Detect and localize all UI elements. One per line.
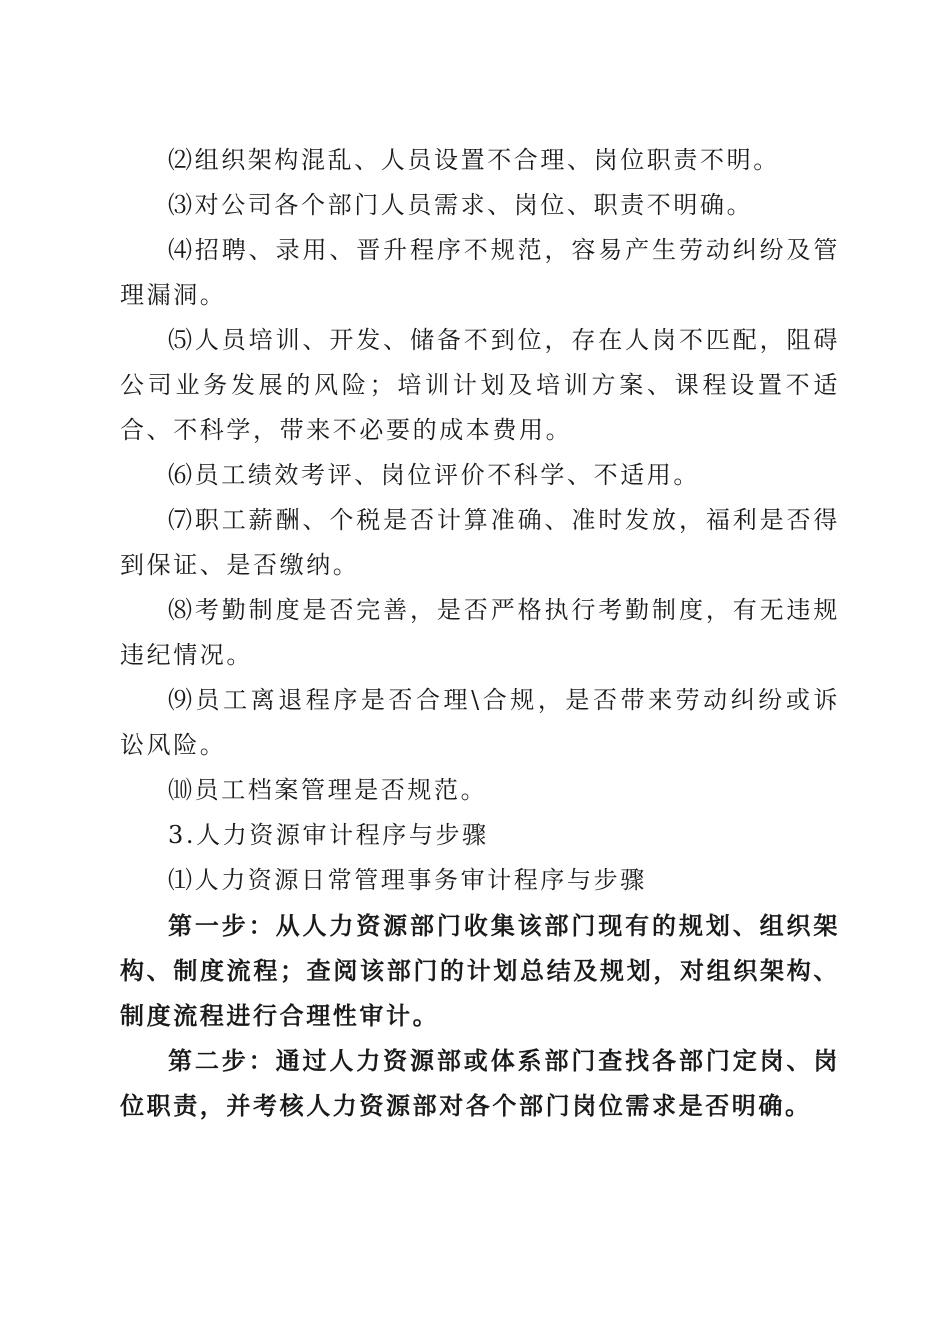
step-two-paragraph: 第二步：通过人力资源部或体系部门查找各部门定岗、岗位职责，并考核人力资源部对各个部门岗位需求是否明确。: [120, 1046, 840, 1120]
paragraph-item-5: ⑸人员培训、开发、储备不到位，存在人岗不匹配，阻碍公司业务发展的风险；培训计划及培训方案、课程设置不适合、不科学，带来不必要的成本费用。: [120, 326, 840, 444]
paragraph-item-7: ⑺职工薪酬、个税是否计算准确、准时发放，福利是否得到保证、是否缴纳。: [120, 506, 840, 579]
section-heading: 3.人力资源审计程序与步骤: [168, 821, 489, 849]
step-one-paragraph: 第一步：从人力资源部门收集该部门现有的规划、组织架构、制度流程；查阅该部门的计划总结及规划，对组织架构、制度流程进行合理性审计。: [120, 911, 840, 1030]
paragraph-item-9: ⑼员工离退程序是否合理\合规，是否带来劳动纠纷或诉讼风险。: [120, 686, 840, 759]
document-body: [120, 138, 840, 1128]
paragraph-item-3: ⑶对公司各个部门人员需求、岗位、职责不明确。: [168, 191, 754, 219]
subsection-heading: ⑴人力资源日常管理事务审计程序与步骤: [168, 866, 647, 894]
paragraph-item-10: ⑽员工档案管理是否规范。: [168, 776, 488, 804]
paragraph-item-6: ⑹员工绩效考评、岗位评价不科学、不适用。: [168, 461, 700, 489]
paragraph-item-2: ⑵组织架构混乱、人员设置不合理、岗位职责不明。: [168, 146, 780, 174]
paragraph-item-8: ⑻考勤制度是否完善，是否严格执行考勤制度，有无违规违纪情况。: [120, 596, 840, 669]
paragraph-item-4: ⑷招聘、录用、晋升程序不规范，容易产生劳动纠纷及管理漏洞。: [120, 236, 840, 309]
